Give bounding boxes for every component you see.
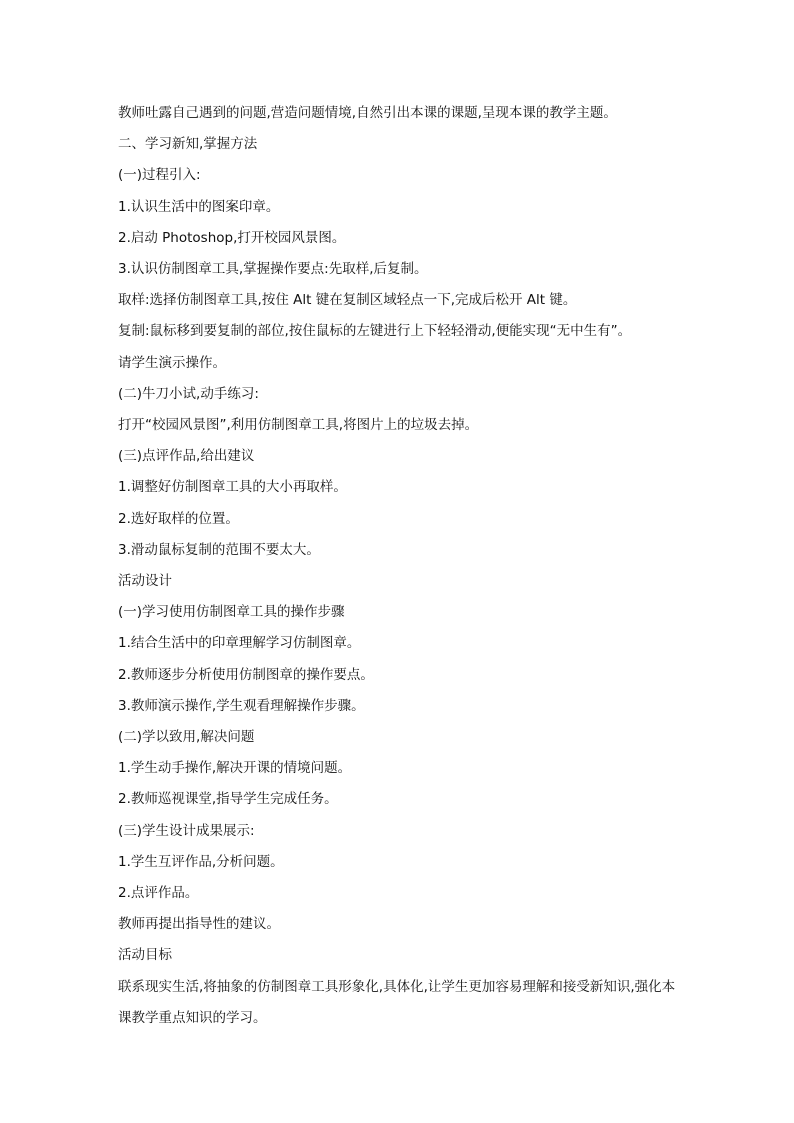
text-line: 取样:选择仿制图章工具,按住 Alt 键在复制区域轻点一下,完成后松开 Alt 键。 bbox=[118, 292, 577, 309]
text-line: 3.认识仿制图章工具,掌握操作要点:先取样,后复制。 bbox=[118, 261, 428, 278]
section-heading: 二、学习新知,掌握方法 bbox=[118, 136, 258, 153]
text-line: 2.教师逐步分析使用仿制图章的操作要点。 bbox=[118, 666, 374, 683]
text-line: 2.启动 Photoshop,打开校园风景图。 bbox=[118, 229, 346, 246]
subsection-heading: (二)牛刀小试,动手练习: bbox=[118, 385, 259, 402]
text-line: 1.结合生活中的印章理解学习仿制图章。 bbox=[118, 635, 361, 652]
text-line: 教师吐露自己遇到的问题,营造问题情境,自然引出本课的课题,呈现本课的教学主题。 bbox=[118, 105, 617, 121]
text-line: 教师再提出指导性的建议。 bbox=[118, 916, 280, 933]
subsection-heading: (一)过程引入: bbox=[118, 167, 201, 184]
text-line: 1.认识生活中的图案印章。 bbox=[118, 198, 280, 215]
text-line: 2.教师巡视课堂,指导学生完成任务。 bbox=[118, 791, 338, 808]
subsection-heading: (一)学习使用仿制图章工具的操作步骤 bbox=[118, 604, 345, 621]
text-line: 2.点评作品。 bbox=[118, 885, 199, 902]
text-line: 复制:鼠标移到要复制的部位,按住鼠标的左键进行上下轻轻滑动,便能实现“无中生有”。 bbox=[118, 323, 632, 340]
text-line: 3.滑动鼠标复制的范围不要太大。 bbox=[118, 541, 320, 558]
text-line: 1.学生互评作品,分析问题。 bbox=[118, 853, 284, 870]
final-paragraph: 联系现实生活,将抽象的仿制图章工具形象化,具体化,让学生更加容易理解和接受新知识,强化本课教学重点知识的学习。 bbox=[118, 978, 676, 1026]
text-line: 打开“校园风景图”,利用仿制图章工具,将图片上的垃圾去掉。 bbox=[118, 417, 479, 434]
document-body bbox=[118, 98, 678, 1034]
subsection-heading: (三)点评作品,给出建议 bbox=[118, 448, 255, 465]
subsection-heading: (三)学生设计成果展示: bbox=[118, 822, 255, 839]
text-line: 1.学生动手操作,解决开课的情境问题。 bbox=[118, 760, 352, 777]
subsection-heading: (二)学以致用,解决问题 bbox=[118, 729, 255, 746]
text-line: 2.选好取样的位置。 bbox=[118, 510, 239, 527]
section-heading: 活动设计 bbox=[118, 573, 172, 590]
section-heading: 活动目标 bbox=[118, 947, 172, 964]
text-line: 1.调整好仿制图章工具的大小再取样。 bbox=[118, 479, 347, 496]
text-line: 3.教师演示操作,学生观看理解操作步骤。 bbox=[118, 697, 365, 714]
text-line: 请学生演示操作。 bbox=[118, 354, 226, 371]
